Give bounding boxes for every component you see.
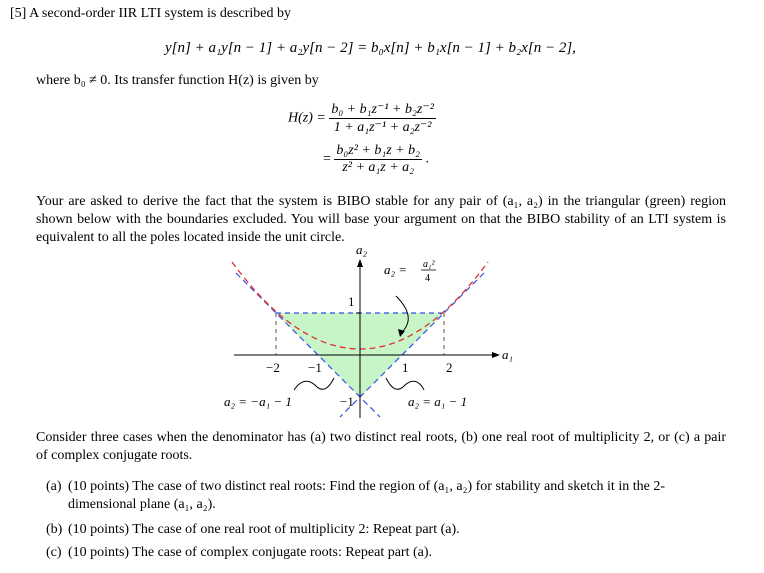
part-c-text: (10 points) The case of complex conjugate roots: Repeat part (a). [68, 545, 433, 560]
x-tick-label-pos1: 1 [402, 360, 409, 375]
transfer-function-line-2 [323, 143, 429, 176]
part-a-text: (10 points) The case of two distinct real roots: Find the region of (a₁, a₂) for stability and sketch it in the 2-dimensional plane (a₁, a₂). [68, 479, 665, 512]
tf-equals: = [323, 151, 331, 167]
left-label-pointer [294, 378, 334, 390]
problem-number: [5] [10, 6, 27, 21]
x-axis-label: a₁ [502, 347, 514, 362]
problem-intro: A second-order IIR LTI system is described by [29, 6, 291, 21]
tf2-numerator: b₀z² + b₁z + b₂ [336, 143, 420, 158]
tf-period: . [425, 151, 429, 167]
tf2-denominator: z² + a₁z + a₂ [342, 160, 415, 175]
problem-header [10, 6, 291, 22]
x-axis-arrow [492, 352, 500, 358]
right-line-label: a₂ = a₁ − 1 [408, 394, 468, 409]
left-line-label: a₂ = −a₁ − 1 [224, 394, 292, 409]
y-tick-label-neg1: −1 [340, 394, 354, 409]
tf1-numerator: b₀ + b₁z⁻¹ + b₂z⁻² [331, 102, 434, 117]
x-tick-label-neg1: −1 [308, 360, 322, 375]
transfer-function-line-1 [288, 101, 436, 136]
where-text: where b₀ ≠ 0. Its transfer function H(z) is given by [36, 73, 319, 88]
part-c-tag: (c) [46, 545, 62, 560]
right-label-pointer [386, 378, 424, 390]
y-axis-arrow [357, 259, 363, 267]
tf-fraction-2 [334, 143, 422, 176]
tf1-denominator: 1 + a₁z⁻¹ + a₂z⁻² [333, 120, 432, 135]
part-b-tag: (b) [46, 522, 63, 537]
parabola-label-num: a₁² [423, 259, 435, 270]
parabola-label-lhs: a₂ = [384, 262, 408, 277]
difference-equation: y[n] + a₁y[n − 1] + a₂y[n − 2] = b₀x[n] + b₁x[n − 1] + b₂x[n − 2], [165, 40, 576, 56]
part-b [46, 521, 726, 539]
task-paragraph: Your are asked to derive the fact that the system is BIBO stable for any pair of (a₁, a₂) in the triangular (green) region shown below with the boundaries excluded. You will base your argument on that the BIBO stability of an LTI system is equivalent to all the poles located inside the unit circle. [36, 194, 726, 245]
y-axis-label: a₂ [356, 242, 368, 257]
x-tick-label-neg2: −2 [266, 360, 280, 375]
part-a-tag: (a) [46, 479, 62, 494]
x-tick-label-pos2: 2 [446, 360, 453, 375]
y-tick-label-1: 1 [348, 294, 355, 309]
tf-fraction-1 [329, 101, 436, 136]
part-c [46, 544, 726, 562]
part-b-text: (10 points) The case of one real root of multiplicity 2: Repeat part (a). [68, 522, 460, 537]
parabola-label-den: 4 [425, 273, 430, 284]
tf-lhs: H(z) = [288, 110, 326, 126]
stability-triangle-figure [210, 240, 530, 422]
part-a [46, 478, 726, 514]
cases-paragraph: Consider three cases when the denominator has (a) two distinct real roots, (b) one real root of multiplicity 2, or (c) a pair of complex conjugate roots. [36, 430, 726, 463]
